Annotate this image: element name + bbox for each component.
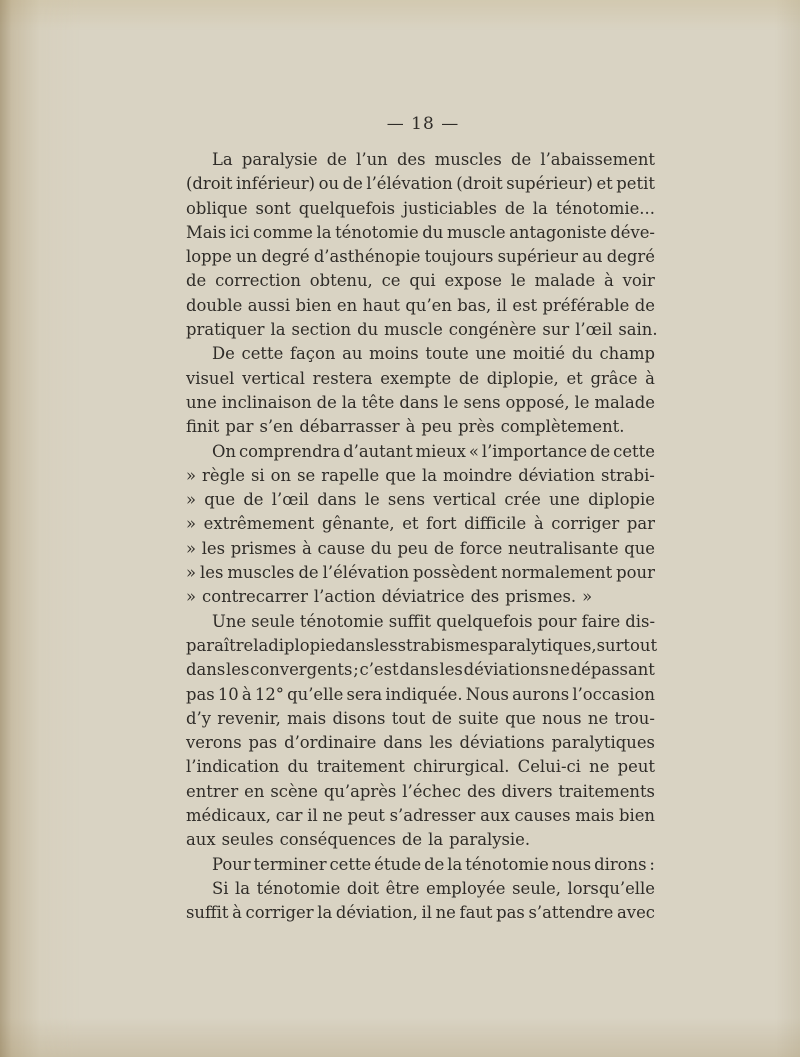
text-line: oblique sont quelquefois justiciables de la ténotomie... xyxy=(186,198,655,218)
text-line: Pour terminer cette étude de la ténotomie nous dirons : xyxy=(212,854,655,874)
text-line: entrer en scène qu’après l’échec des divers traitements xyxy=(186,781,655,801)
text-line: » extrêmement gênante, et fort difficile à corriger par xyxy=(186,514,655,534)
text-line: De cette façon au moins toute une moitié du champ xyxy=(212,344,655,364)
text-line: Mais ici comme la ténotomie du muscle antagoniste déve- xyxy=(186,222,655,242)
text-line: (droit inférieur) ou de l’élévation (droit supérieur) et petit xyxy=(186,174,655,194)
text-line: Si la ténotomie doit être employée seule, lorsqu’elle xyxy=(212,878,655,898)
text-line: une inclinaison de la tête dans le sens opposé, le malade xyxy=(186,392,655,412)
text-line: d’y revenir, mais disons tout de suite que nous ne trou- xyxy=(186,708,655,728)
text-line: » les muscles de l’élévation possèdent normalement pour xyxy=(186,563,655,583)
text-line: médicaux, car il ne peut s’adresser aux causes mais bien xyxy=(186,806,655,826)
text-line: l’indication du traitement chirurgical. Celui-ci ne peut xyxy=(186,757,655,777)
text-line: » contrecarrer l’action déviatrice des prismes. » xyxy=(186,587,593,607)
text-line: Une seule ténotomie suffit quelquefois pour faire dis- xyxy=(212,611,655,631)
text-line: pas 10 à 12° qu’elle sera indiquée. Nous aurons l’occasion xyxy=(186,684,655,704)
text-line: pratiquer la section du muscle congénère sur l’œil sain. xyxy=(186,320,658,340)
text-line: aux seules conséquences de la paralysie. xyxy=(186,830,531,850)
text-line: paraître la diplopie dans les strabismes paralytiques, surtout xyxy=(186,635,658,655)
body-text xyxy=(186,148,658,926)
text-line: » que de l’œil dans le sens vertical crée une diplopie xyxy=(186,490,655,510)
text-line: On comprendra d’autant mieux « l’importance de cette xyxy=(212,441,655,461)
text-line: verons pas d’ordinaire dans les déviations paralytiques xyxy=(186,733,655,753)
text-line: La paralysie de l’un des muscles de l’abaissement xyxy=(212,150,655,169)
text-line: suffit à corriger la déviation, il ne faut pas s’attendre avec xyxy=(186,903,655,923)
text-line: loppe un degré d’asthénopie toujours supérieur au degré xyxy=(186,247,655,267)
text-line: visuel vertical restera exempte de diplopie, et grâce à xyxy=(186,368,655,388)
page-number: — 18 — xyxy=(386,114,460,134)
text-line: double aussi bien en haut qu’en bas, il est préférable de xyxy=(186,295,655,315)
text-line: finit par s’en débarrasser à peu près complètement. xyxy=(186,417,625,437)
text-line: » règle si on se rapelle que la moindre déviation strabi- xyxy=(186,465,655,485)
text-line: de correction obtenu, ce qui expose le malade à voir xyxy=(186,271,655,291)
text-line: » les prismes à cause du peu de force neutralisante que xyxy=(186,538,655,558)
text-line: dans les convergents ; c’est dans les déviations ne dépassant xyxy=(186,660,655,680)
